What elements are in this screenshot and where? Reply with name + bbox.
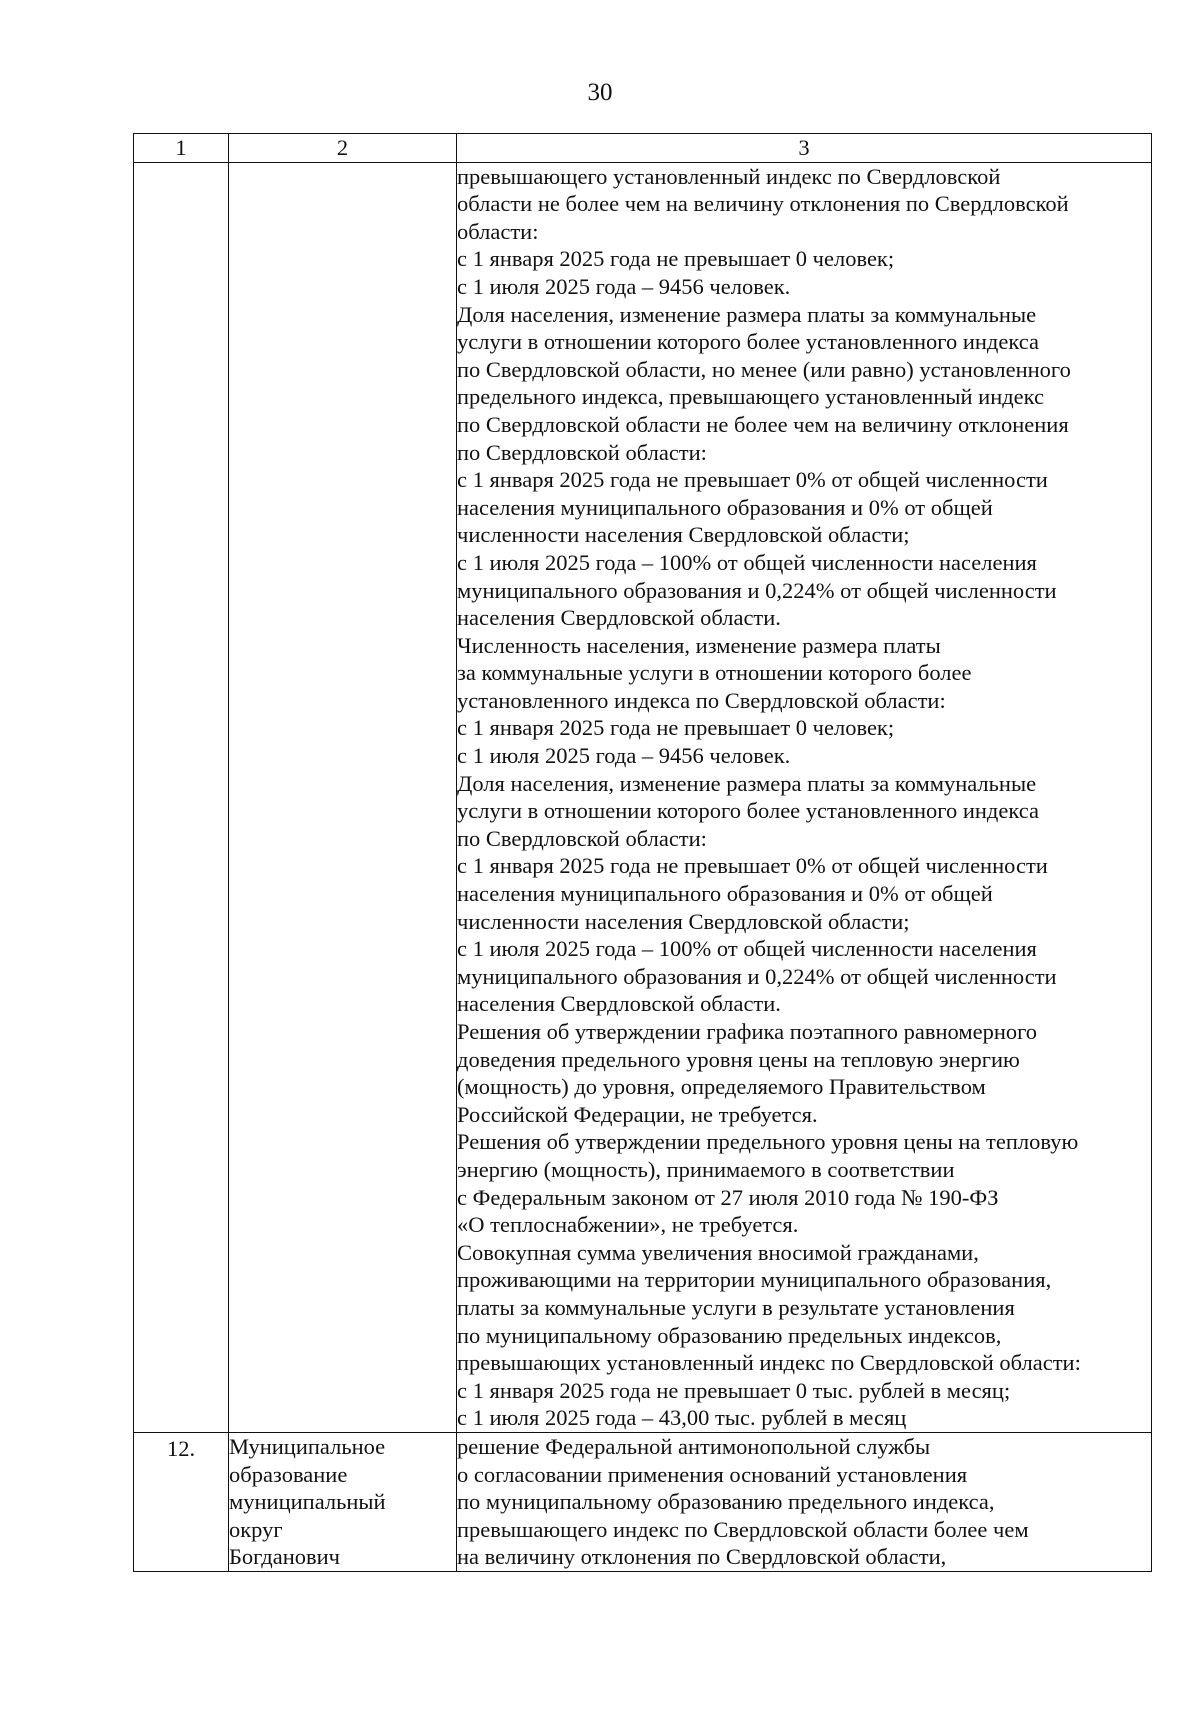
text-line: населения Свердловской области. bbox=[457, 991, 781, 1017]
row2-number: 12. bbox=[166, 1435, 196, 1461]
table-header-row bbox=[134, 134, 1152, 163]
text-line: за коммунальные услуги в отношении которого более bbox=[457, 660, 972, 686]
text-line: Численность населения, изменение размера платы bbox=[457, 632, 941, 658]
text-line: численности населения Свердловской области; bbox=[457, 522, 910, 548]
text-line: доведения предельного уровня цены на тепловую энергию bbox=[457, 1046, 1020, 1072]
text-line: Российской Федерации, не требуется. bbox=[457, 1101, 818, 1127]
text-line: округ bbox=[229, 1516, 283, 1542]
text-line: энергию (мощность), принимаемого в соответствии bbox=[457, 1156, 955, 1182]
text-line: (мощность) до уровня, определяемого Правительством bbox=[457, 1074, 986, 1100]
text-line: проживающими на территории муниципального образования, bbox=[457, 1267, 1052, 1293]
text-line: превышающих установленный индекс по Свердловской области: bbox=[457, 1350, 1081, 1376]
text-line: превышающего установленный индекс по Свердловской bbox=[457, 163, 1001, 189]
text-line: численности населения Свердловской области; bbox=[457, 908, 910, 934]
text-line: услуги в отношении которого более установленного индекса bbox=[457, 798, 1039, 824]
text-line: с 1 января 2025 года не превышает 0% от общей численности bbox=[457, 853, 1048, 879]
text-line: населения муниципального образования и 0% от общей bbox=[457, 881, 993, 907]
text-line: с 1 июля 2025 года – 100% от общей численности населения bbox=[457, 549, 1037, 575]
text-line: с 1 января 2025 года не превышает 0% от общей численности bbox=[457, 467, 1048, 493]
text-line: с 1 января 2025 года не превышает 0 человек; bbox=[457, 246, 895, 272]
page-number: 30 bbox=[587, 79, 613, 106]
text-line: муниципального образования и 0,224% от общей численности bbox=[457, 963, 1057, 989]
header-col-2: 2 bbox=[229, 134, 457, 163]
row2-content-cell bbox=[457, 1432, 1152, 1571]
row2-number-cell bbox=[134, 1432, 229, 1571]
text-line: населения Свердловской области. bbox=[457, 605, 781, 631]
text-line: муниципального образования и 0,224% от общей численности bbox=[457, 577, 1057, 603]
text-line: решение Федеральной антимонопольной службы bbox=[457, 1433, 931, 1459]
header-col-1: 1 bbox=[134, 134, 229, 163]
text-line: по Свердловской области, но менее (или равно) установленного bbox=[457, 356, 1071, 382]
text-line: с 1 января 2025 года не превышает 0 человек; bbox=[457, 715, 895, 741]
text-line: с 1 июля 2025 года – 9456 человек. bbox=[457, 273, 791, 299]
text-line: Совокупная сумма увеличения вносимой гражданами, bbox=[457, 1239, 979, 1265]
text-line: Муниципальное bbox=[229, 1433, 386, 1459]
text-line: по Свердловской области: bbox=[457, 825, 707, 851]
text-line: области: bbox=[457, 218, 539, 244]
row1-number-cell bbox=[134, 162, 229, 1432]
row2-name-cell bbox=[229, 1432, 457, 1571]
text-line: с 1 июля 2025 года – 43,00 тыс. рублей в месяц bbox=[457, 1405, 907, 1431]
text-line: с Федеральным законом от 27 июля 2010 года № 190-ФЗ bbox=[457, 1184, 999, 1210]
text-line: платы за коммунальные услуги в результате установления bbox=[457, 1294, 1015, 1320]
text-line: услуги в отношении которого более установленного индекса bbox=[457, 329, 1039, 355]
row1-name-cell bbox=[229, 162, 457, 1432]
text-line: по муниципальному образованию предельного индекса, bbox=[457, 1489, 995, 1515]
text-line: с 1 января 2025 года не превышает 0 тыс. рублей в месяц; bbox=[457, 1377, 1011, 1403]
text-line: на величину отклонения по Свердловской области, bbox=[457, 1544, 947, 1570]
text-line: Доля населения, изменение размера платы за коммунальные bbox=[457, 770, 1037, 796]
text-line: «О теплоснабжении», не требуется. bbox=[457, 1212, 799, 1238]
text-line: о согласовании применения оснований установления bbox=[457, 1461, 968, 1487]
text-line: муниципальный bbox=[229, 1489, 386, 1515]
text-line: Решения об утверждении графика поэтапного равномерного bbox=[457, 1019, 1038, 1044]
text-line: предельного индекса, превышающего установленный индекс bbox=[457, 384, 1045, 410]
table-row-continuation bbox=[134, 162, 1152, 1432]
text-line: превышающего индекс по Свердловской области более чем bbox=[457, 1516, 1029, 1542]
text-line: установленного индекса по Свердловской области: bbox=[457, 687, 946, 713]
table-row-12 bbox=[134, 1432, 1152, 1571]
text-line: с 1 июля 2025 года – 100% от общей численности населения bbox=[457, 936, 1037, 962]
text-line: Доля населения, изменение размера платы за коммунальные bbox=[457, 301, 1037, 327]
text-line: населения муниципального образования и 0% от общей bbox=[457, 494, 993, 520]
text-line: по Свердловской области не более чем на величину отклонения bbox=[457, 411, 1069, 437]
text-line: по Свердловской области: bbox=[457, 439, 707, 465]
row1-content-cell bbox=[457, 162, 1152, 1432]
document-table bbox=[133, 133, 1152, 1572]
text-line: области не более чем на величину отклонения по Свердловской bbox=[457, 191, 1069, 217]
text-line: по муниципальному образованию предельных индексов, bbox=[457, 1322, 1002, 1348]
text-line: образование bbox=[229, 1461, 348, 1487]
text-line: Решения об утверждении предельного уровня цены на тепловую bbox=[457, 1129, 1079, 1155]
header-col-3: 3 bbox=[457, 134, 1152, 163]
text-line: Богданович bbox=[229, 1544, 340, 1570]
text-line: с 1 июля 2025 года – 9456 человек. bbox=[457, 743, 791, 769]
